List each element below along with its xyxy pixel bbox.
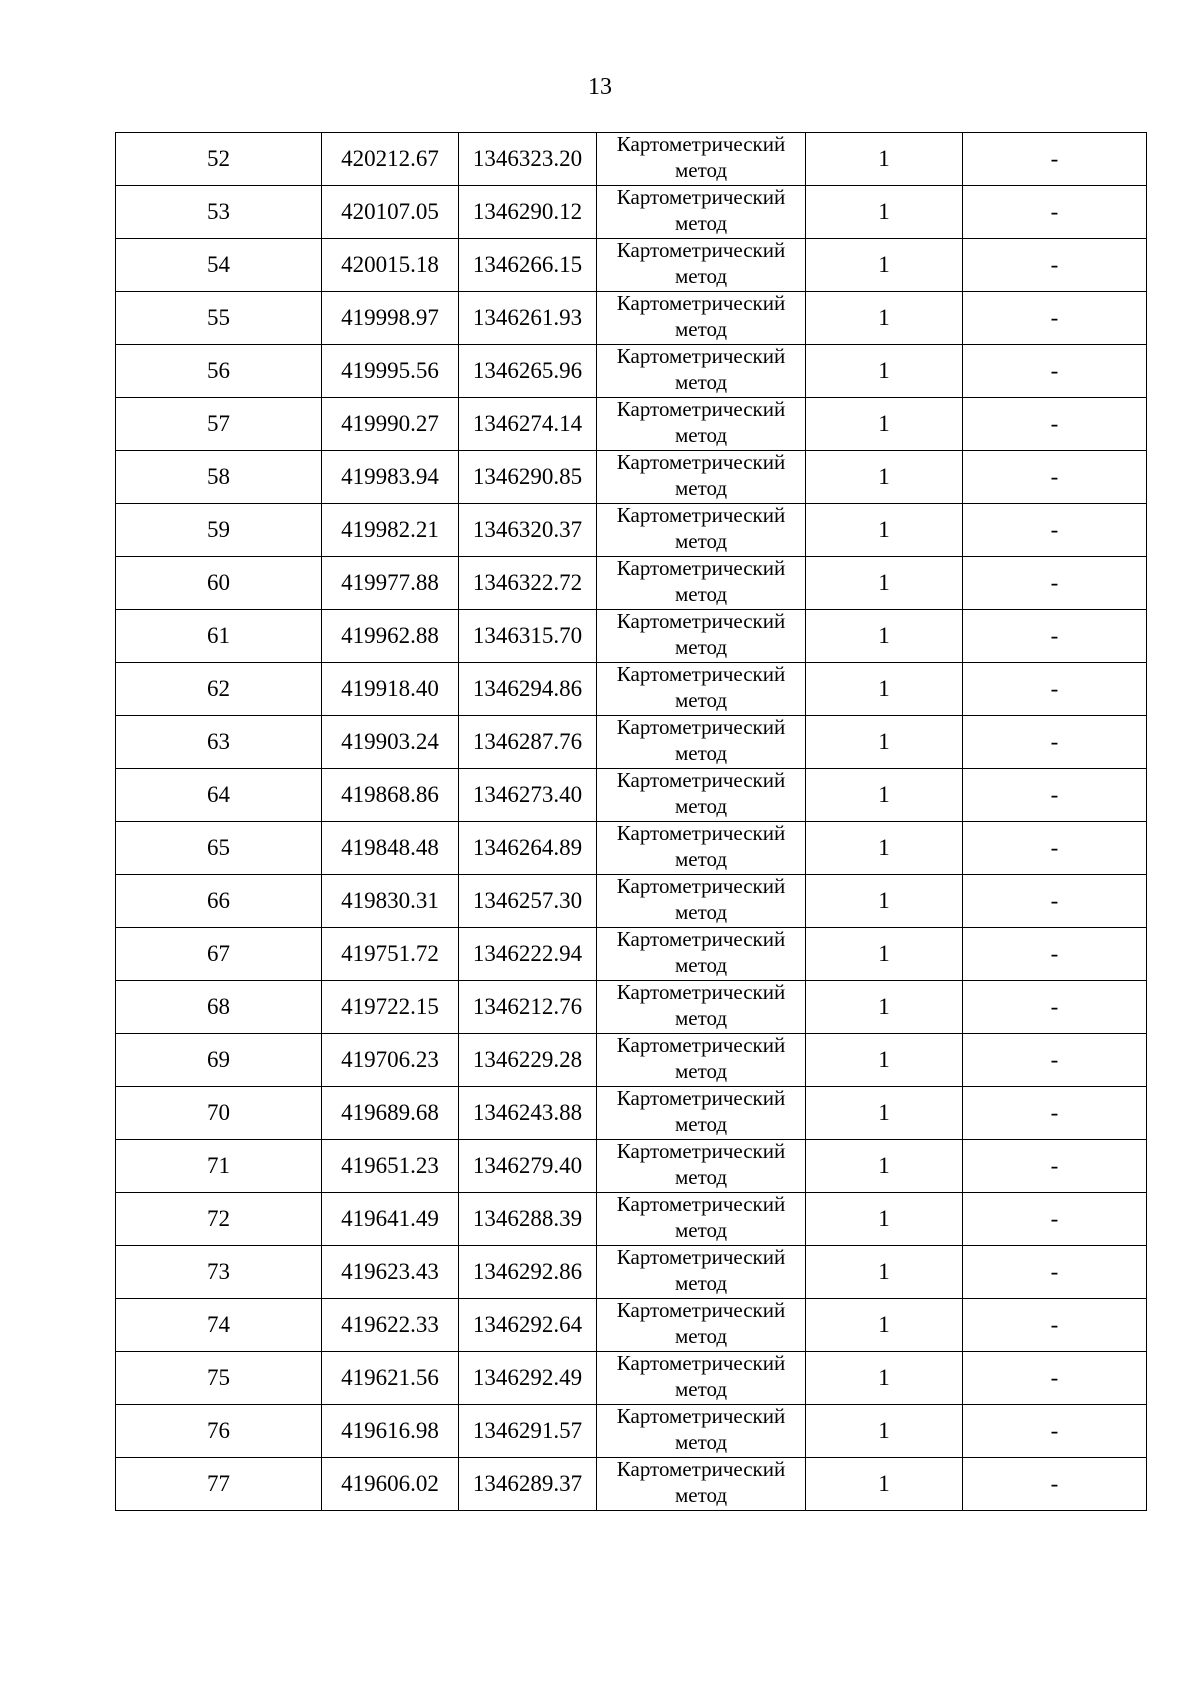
accuracy-cell: 1 [806,345,963,398]
method-cell [597,504,806,557]
method-line-1: Картометрический [616,768,786,792]
note-cell: - [963,1034,1147,1087]
accuracy-cell: 1 [806,133,963,186]
point-number-cell: 64 [116,769,322,822]
point-number-cell: 70 [116,1087,322,1140]
y-coordinate-cell: 1346323.20 [459,133,597,186]
note-cell: - [963,292,1147,345]
method-line-1: Картометрический [616,132,786,156]
table-row [116,663,1147,716]
x-coordinate-cell: 419651.23 [322,1140,459,1193]
method-cell [597,345,806,398]
note-cell: - [963,610,1147,663]
accuracy-cell: 1 [806,928,963,981]
method-cell [597,398,806,451]
y-coordinate-cell: 1346291.57 [459,1405,597,1458]
table-row [116,398,1147,451]
method-line-1: Картометрический [616,291,786,315]
method-line-2: метод [674,847,728,871]
y-coordinate-cell: 1346292.64 [459,1299,597,1352]
y-coordinate-cell: 1346222.94 [459,928,597,981]
y-coordinate-cell: 1346212.76 [459,981,597,1034]
method-line-1: Картометрический [616,715,786,739]
x-coordinate-cell: 419689.68 [322,1087,459,1140]
y-coordinate-cell: 1346265.96 [459,345,597,398]
method-line-2: метод [674,741,728,765]
method-line-1: Картометрический [616,1298,786,1322]
method-line-1: Картометрический [616,503,786,527]
method-line-2: метод [674,688,728,712]
method-cell [597,186,806,239]
method-line-2: метод [674,158,728,182]
table-row [116,186,1147,239]
note-cell: - [963,663,1147,716]
note-cell: - [963,875,1147,928]
method-line-2: метод [674,1112,728,1136]
method-line-2: метод [674,370,728,394]
point-number-cell: 73 [116,1246,322,1299]
y-coordinate-cell: 1346292.86 [459,1246,597,1299]
accuracy-cell: 1 [806,292,963,345]
note-cell: - [963,133,1147,186]
x-coordinate-cell: 419706.23 [322,1034,459,1087]
accuracy-cell: 1 [806,398,963,451]
point-number-cell: 55 [116,292,322,345]
method-line-2: метод [674,317,728,341]
method-cell [597,1405,806,1458]
x-coordinate-cell: 419641.49 [322,1193,459,1246]
x-coordinate-cell: 419848.48 [322,822,459,875]
method-cell [597,557,806,610]
x-coordinate-cell: 419830.31 [322,875,459,928]
note-cell: - [963,822,1147,875]
table-row [116,716,1147,769]
method-line-1: Картометрический [616,1033,786,1057]
method-line-2: метод [674,476,728,500]
method-line-2: метод [674,1059,728,1083]
note-cell: - [963,1352,1147,1405]
point-number-cell: 54 [116,239,322,292]
table-body [116,133,1147,1511]
method-line-1: Картометрический [616,450,786,474]
method-cell [597,1246,806,1299]
method-line-1: Картометрический [616,1351,786,1375]
x-coordinate-cell: 419977.88 [322,557,459,610]
accuracy-cell: 1 [806,1246,963,1299]
x-coordinate-cell: 419868.86 [322,769,459,822]
method-cell [597,928,806,981]
point-number-cell: 71 [116,1140,322,1193]
point-number-cell: 60 [116,557,322,610]
x-coordinate-cell: 420107.05 [322,186,459,239]
method-cell [597,822,806,875]
accuracy-cell: 1 [806,1140,963,1193]
method-line-1: Картометрический [616,821,786,845]
x-coordinate-cell: 419962.88 [322,610,459,663]
point-number-cell: 72 [116,1193,322,1246]
method-cell [597,875,806,928]
point-number-cell: 59 [116,504,322,557]
note-cell: - [963,1140,1147,1193]
accuracy-cell: 1 [806,769,963,822]
table-row [116,557,1147,610]
method-line-2: метод [674,900,728,924]
method-line-1: Картометрический [616,556,786,580]
point-number-cell: 61 [116,610,322,663]
method-line-2: метод [674,953,728,977]
method-line-1: Картометрический [616,344,786,368]
method-line-2: метод [674,1271,728,1295]
accuracy-cell: 1 [806,1352,963,1405]
accuracy-cell: 1 [806,557,963,610]
method-cell [597,1352,806,1405]
method-line-1: Картометрический [616,927,786,951]
table-row [116,822,1147,875]
y-coordinate-cell: 1346294.86 [459,663,597,716]
method-cell [597,610,806,663]
table-row [116,769,1147,822]
y-coordinate-cell: 1346322.72 [459,557,597,610]
accuracy-cell: 1 [806,981,963,1034]
method-cell [597,1299,806,1352]
method-cell [597,981,806,1034]
y-coordinate-cell: 1346266.15 [459,239,597,292]
method-cell [597,451,806,504]
method-line-1: Картометрический [616,1404,786,1428]
method-line-1: Картометрический [616,185,786,209]
x-coordinate-cell: 419722.15 [322,981,459,1034]
y-coordinate-cell: 1346290.12 [459,186,597,239]
note-cell: - [963,557,1147,610]
table-row [116,451,1147,504]
method-line-2: метод [674,635,728,659]
y-coordinate-cell: 1346320.37 [459,504,597,557]
point-number-cell: 63 [116,716,322,769]
method-cell [597,1193,806,1246]
note-cell: - [963,398,1147,451]
note-cell: - [963,1299,1147,1352]
method-line-1: Картометрический [616,1457,786,1481]
accuracy-cell: 1 [806,239,963,292]
method-line-1: Картометрический [616,609,786,633]
point-number-cell: 76 [116,1405,322,1458]
accuracy-cell: 1 [806,822,963,875]
method-cell [597,663,806,716]
accuracy-cell: 1 [806,1405,963,1458]
point-number-cell: 69 [116,1034,322,1087]
x-coordinate-cell: 419616.98 [322,1405,459,1458]
point-number-cell: 74 [116,1299,322,1352]
method-line-1: Картометрический [616,238,786,262]
x-coordinate-cell: 419606.02 [322,1458,459,1511]
table-row [116,610,1147,663]
method-line-2: метод [674,1324,728,1348]
note-cell: - [963,1405,1147,1458]
method-line-1: Картометрический [616,397,786,421]
point-number-cell: 65 [116,822,322,875]
method-cell [597,1458,806,1511]
table-row [116,1140,1147,1193]
method-line-2: метод [674,1006,728,1030]
x-coordinate-cell: 420212.67 [322,133,459,186]
method-line-2: метод [674,529,728,553]
accuracy-cell: 1 [806,1299,963,1352]
point-number-cell: 75 [116,1352,322,1405]
method-line-1: Картометрический [616,1245,786,1269]
note-cell: - [963,716,1147,769]
y-coordinate-cell: 1346243.88 [459,1087,597,1140]
method-line-2: метод [674,1430,728,1454]
accuracy-cell: 1 [806,663,963,716]
point-number-cell: 77 [116,1458,322,1511]
y-coordinate-cell: 1346288.39 [459,1193,597,1246]
x-coordinate-cell: 419621.56 [322,1352,459,1405]
x-coordinate-cell: 419982.21 [322,504,459,557]
note-cell: - [963,504,1147,557]
note-cell: - [963,1193,1147,1246]
y-coordinate-cell: 1346274.14 [459,398,597,451]
page-number: 13 [588,74,612,100]
table-row [116,1193,1147,1246]
method-line-2: метод [674,423,728,447]
accuracy-cell: 1 [806,1458,963,1511]
y-coordinate-cell: 1346279.40 [459,1140,597,1193]
method-line-1: Картометрический [616,1086,786,1110]
coordinates-table [115,132,1147,1511]
point-number-cell: 56 [116,345,322,398]
x-coordinate-cell: 419918.40 [322,663,459,716]
method-cell [597,1034,806,1087]
x-coordinate-cell: 419751.72 [322,928,459,981]
table-row [116,1458,1147,1511]
x-coordinate-cell: 420015.18 [322,239,459,292]
point-number-cell: 57 [116,398,322,451]
method-cell [597,292,806,345]
accuracy-cell: 1 [806,1034,963,1087]
accuracy-cell: 1 [806,186,963,239]
method-line-1: Картометрический [616,1139,786,1163]
note-cell: - [963,1087,1147,1140]
y-coordinate-cell: 1346261.93 [459,292,597,345]
point-number-cell: 52 [116,133,322,186]
point-number-cell: 67 [116,928,322,981]
table-row [116,1352,1147,1405]
table-row [116,981,1147,1034]
x-coordinate-cell: 419995.56 [322,345,459,398]
note-cell: - [963,239,1147,292]
x-coordinate-cell: 419903.24 [322,716,459,769]
x-coordinate-cell: 419983.94 [322,451,459,504]
table-row [116,1246,1147,1299]
method-line-1: Картометрический [616,662,786,686]
table-row [116,875,1147,928]
x-coordinate-cell: 419998.97 [322,292,459,345]
method-line-2: метод [674,1483,728,1507]
table-row [116,1299,1147,1352]
x-coordinate-cell: 419622.33 [322,1299,459,1352]
accuracy-cell: 1 [806,716,963,769]
accuracy-cell: 1 [806,1193,963,1246]
accuracy-cell: 1 [806,875,963,928]
table-row [116,292,1147,345]
y-coordinate-cell: 1346264.89 [459,822,597,875]
table-row [116,1405,1147,1458]
method-line-2: метод [674,582,728,606]
point-number-cell: 62 [116,663,322,716]
table-row [116,1087,1147,1140]
accuracy-cell: 1 [806,610,963,663]
note-cell: - [963,769,1147,822]
method-line-2: метод [674,1377,728,1401]
note-cell: - [963,928,1147,981]
table-row [116,504,1147,557]
method-line-2: метод [674,264,728,288]
point-number-cell: 68 [116,981,322,1034]
table-row [116,928,1147,981]
accuracy-cell: 1 [806,504,963,557]
note-cell: - [963,1458,1147,1511]
accuracy-cell: 1 [806,1087,963,1140]
y-coordinate-cell: 1346287.76 [459,716,597,769]
table-row [116,1034,1147,1087]
point-number-cell: 66 [116,875,322,928]
method-line-2: метод [674,794,728,818]
method-cell [597,133,806,186]
method-line-1: Картометрический [616,1192,786,1216]
method-cell [597,1140,806,1193]
method-cell [597,716,806,769]
x-coordinate-cell: 419623.43 [322,1246,459,1299]
y-coordinate-cell: 1346229.28 [459,1034,597,1087]
y-coordinate-cell: 1346290.85 [459,451,597,504]
method-line-1: Картометрический [616,874,786,898]
y-coordinate-cell: 1346273.40 [459,769,597,822]
note-cell: - [963,186,1147,239]
method-line-2: метод [674,1165,728,1189]
accuracy-cell: 1 [806,451,963,504]
table-row [116,133,1147,186]
table-row [116,239,1147,292]
note-cell: - [963,345,1147,398]
x-coordinate-cell: 419990.27 [322,398,459,451]
y-coordinate-cell: 1346292.49 [459,1352,597,1405]
method-cell [597,1087,806,1140]
method-line-2: метод [674,211,728,235]
method-line-1: Картометрический [616,980,786,1004]
y-coordinate-cell: 1346257.30 [459,875,597,928]
note-cell: - [963,451,1147,504]
note-cell: - [963,981,1147,1034]
y-coordinate-cell: 1346315.70 [459,610,597,663]
table-row [116,345,1147,398]
point-number-cell: 58 [116,451,322,504]
note-cell: - [963,1246,1147,1299]
method-line-2: метод [674,1218,728,1242]
point-number-cell: 53 [116,186,322,239]
method-cell [597,239,806,292]
method-cell [597,769,806,822]
y-coordinate-cell: 1346289.37 [459,1458,597,1511]
